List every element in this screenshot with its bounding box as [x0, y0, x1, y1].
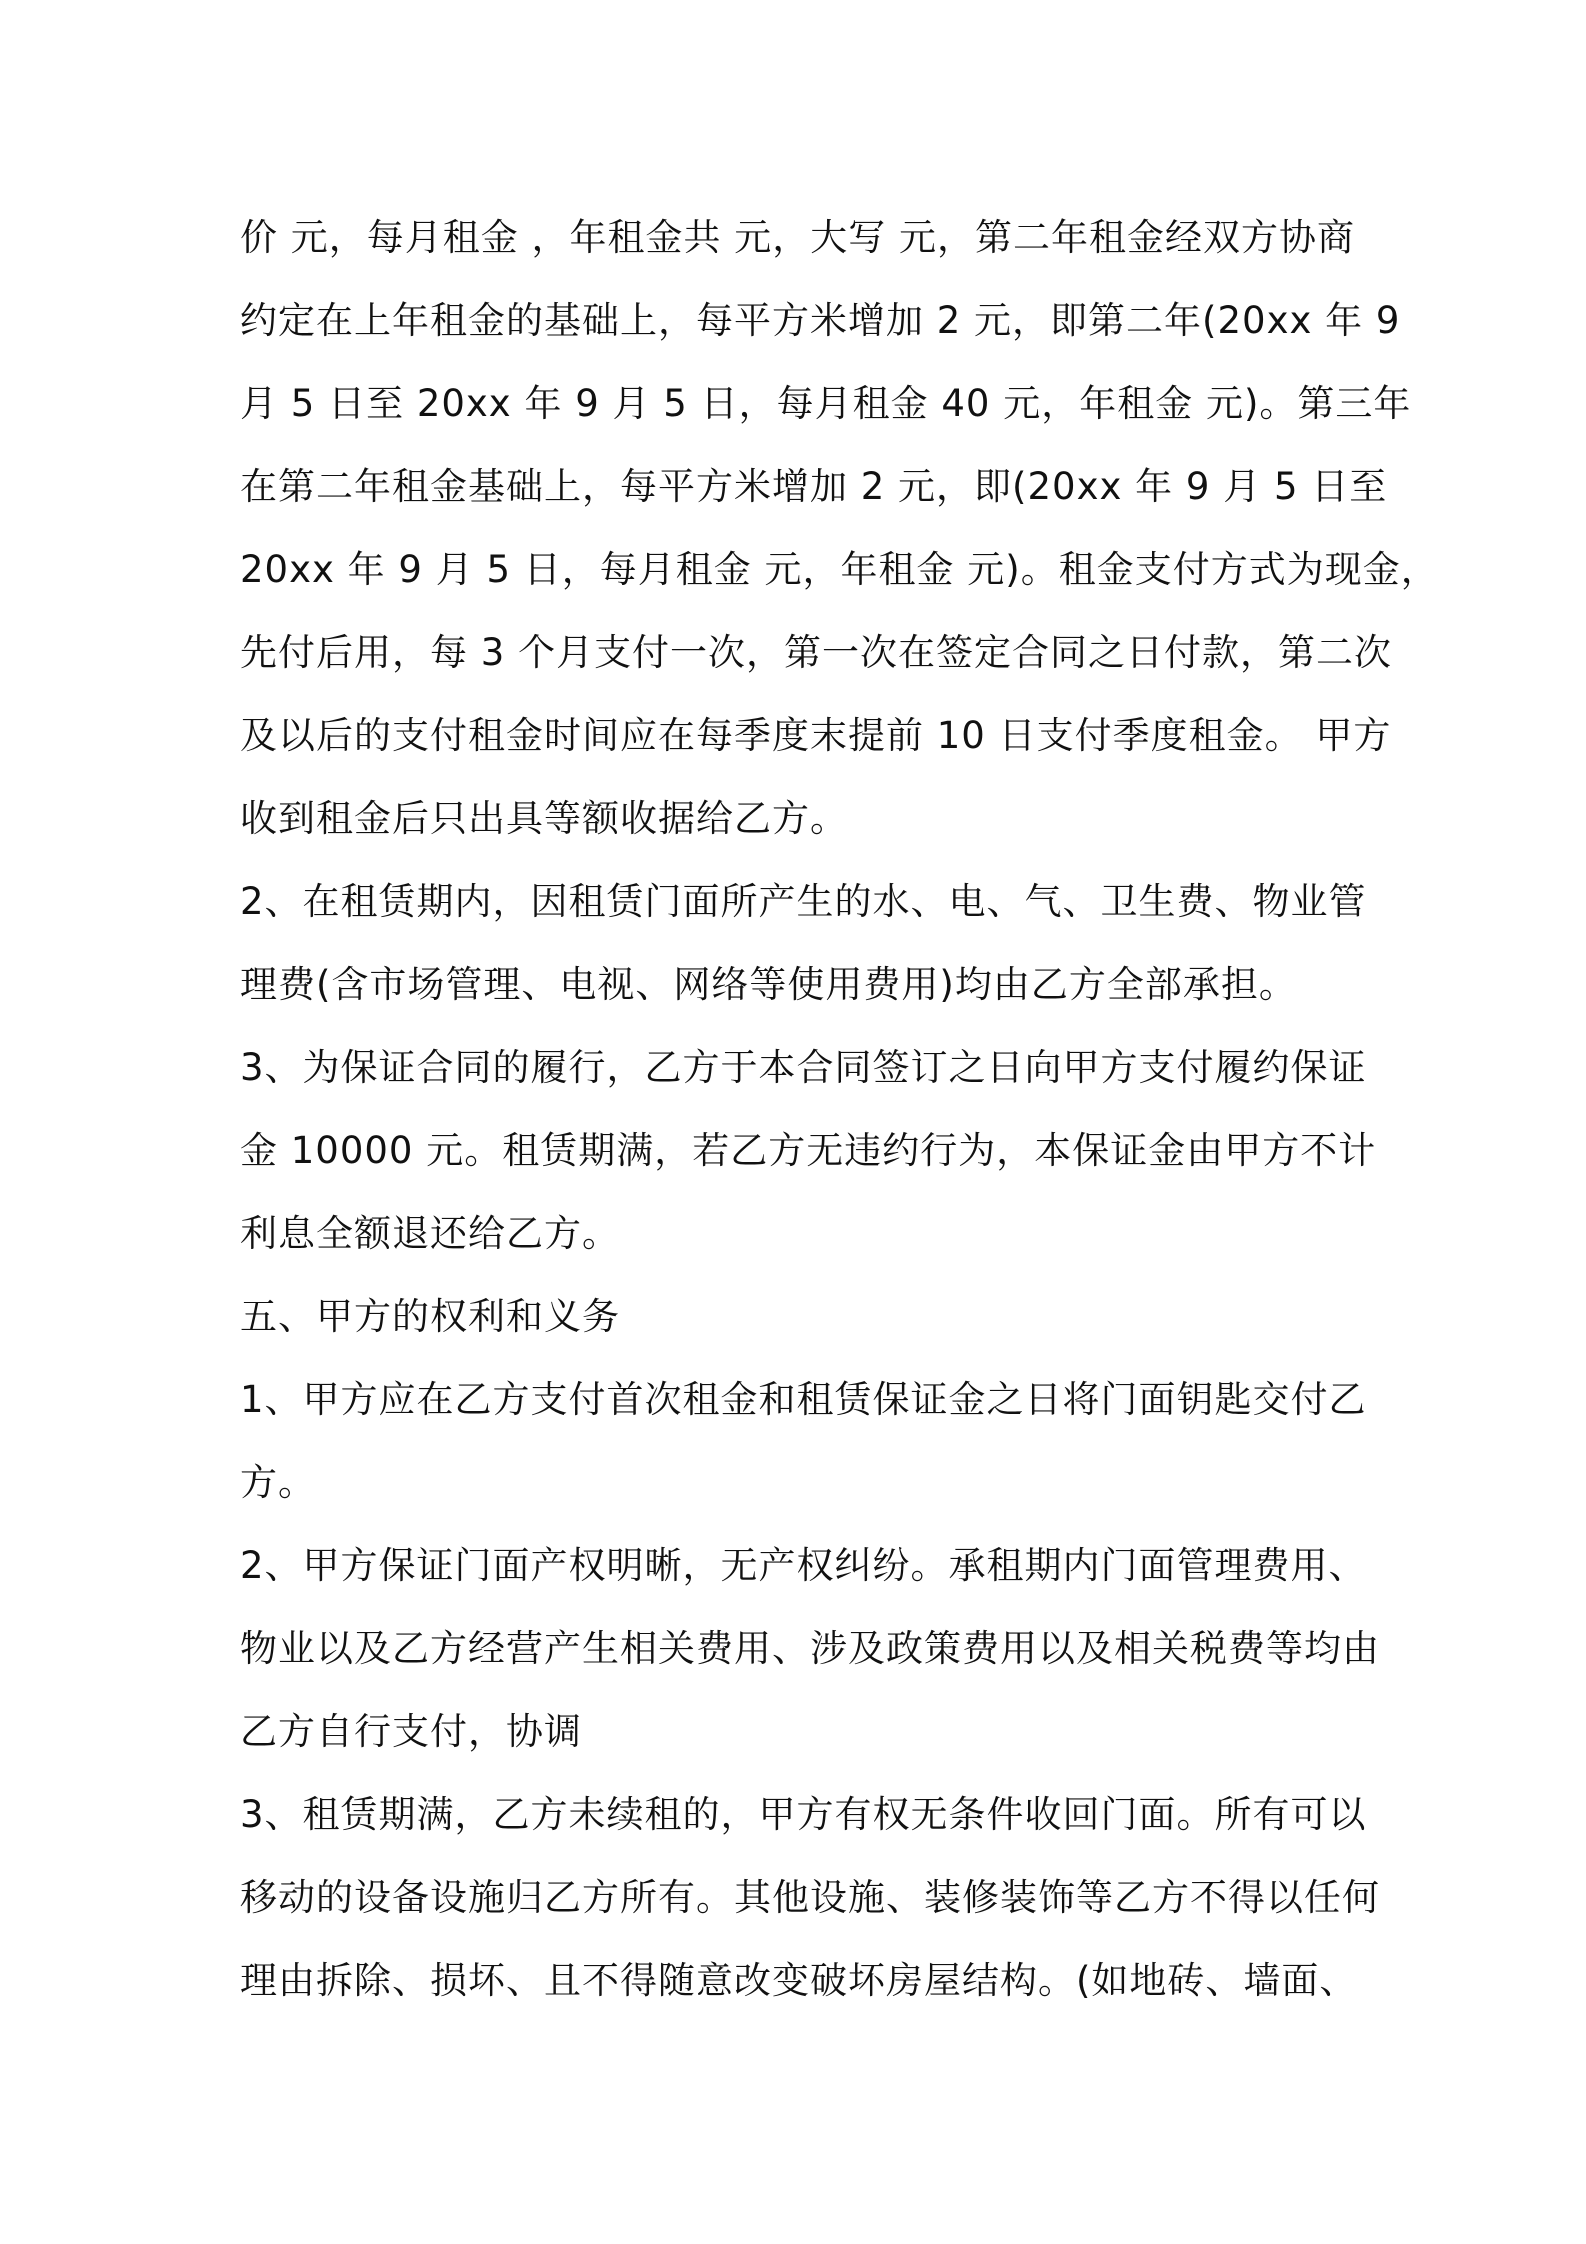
text-line: 3、为保证合同的履行，乙方于本合同签订之日向甲方支付履约保证	[240, 1046, 1367, 1089]
text-line: 约定在上年租金的基础上，每平方米增加 2 元，即第二年(20xx 年 9	[240, 299, 1401, 342]
text-line: 理由拆除、损坏、且不得随意改变破坏房屋结构。(如地砖、墙面、	[240, 1959, 1358, 2002]
text-line: 方。	[240, 1461, 316, 1504]
text-line: 在第二年租金基础上，每平方米增加 2 元，即(20xx 年 9 月 5 日至	[240, 465, 1388, 508]
text-line: 乙方自行支付，协调	[240, 1710, 582, 1753]
text-line: 价 元，每月租金 ，年租金共 元，大写 元，第二年租金经双方协商	[240, 216, 1356, 259]
text-line: 理费(含市场管理、电视、网络等使用费用)均由乙方全部承担。	[240, 963, 1297, 1006]
text-line: 移动的设备设施归乙方所有。其他设施、装修装饰等乙方不得以任何	[240, 1876, 1380, 1919]
text-line: 2、甲方保证门面产权明晰，无产权纠纷。承租期内门面管理费用、	[240, 1544, 1367, 1587]
text-line: 2、在租赁期内，因租赁门面所产生的水、电、气、卫生费、物业管	[240, 880, 1367, 923]
text-line: 1、甲方应在乙方支付首次租金和租赁保证金之日将门面钥匙交付乙	[240, 1378, 1367, 1421]
text-line: 20xx 年 9 月 5 日，每月租金 元，年租金 元)。租金支付方式为现金，	[240, 548, 1439, 591]
text-line: 收到租金后只出具等额收据给乙方。	[240, 797, 848, 840]
text-line: 金 10000 元。租赁期满，若乙方无违约行为，本保证金由甲方不计	[240, 1129, 1377, 1172]
text-line: 利息全额退还给乙方。	[240, 1212, 620, 1255]
section-heading: 五、甲方的权利和义务	[240, 1295, 620, 1338]
text-line: 物业以及乙方经营产生相关费用、涉及政策费用以及相关税费等均由	[240, 1627, 1380, 1670]
document-body	[240, 196, 1439, 2022]
text-line: 3、租赁期满，乙方未续租的，甲方有权无条件收回门面。所有可以	[240, 1793, 1367, 1836]
text-line: 先付后用，每 3 个月支付一次，第一次在签定合同之日付款，第二次	[240, 631, 1393, 674]
text-line: 月 5 日至 20xx 年 9 月 5 日，每月租金 40 元，年租金 元)。第三年	[240, 382, 1412, 425]
text-line: 及以后的支付租金时间应在每季度末提前 10 日支付季度租金。 甲方	[240, 714, 1392, 757]
